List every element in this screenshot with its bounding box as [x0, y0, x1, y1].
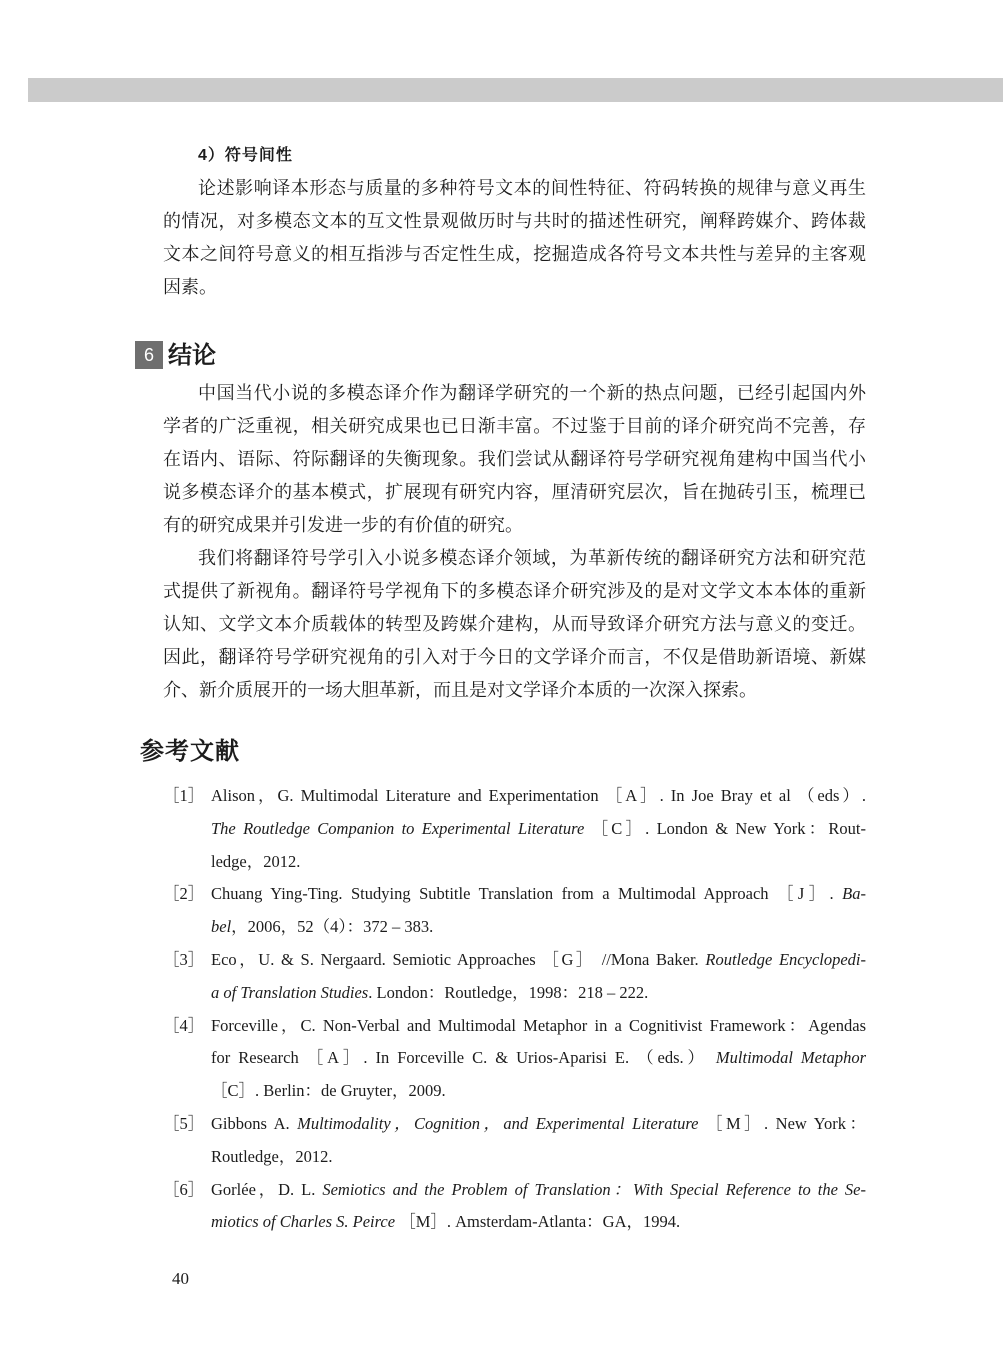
paragraph-line: 因此，翻译符号学研究视角的引入对于今日的文学译介而言，不仅是借助新语境、新媒: [163, 647, 866, 667]
reference-line: [211, 846, 866, 879]
reference-text: ledge，2012.: [211, 851, 301, 871]
reference-line: [211, 1174, 866, 1207]
reference-label: ［6］: [163, 1179, 205, 1199]
reference-title-text: Multimodality，Cognition，and Experimental Literature: [297, 1113, 699, 1133]
reference-text: Gibbons A.: [211, 1113, 298, 1133]
reference-title-text: Routledge Encyclopedi-: [705, 949, 866, 969]
reference-text: Routledge，2012.: [211, 1146, 333, 1166]
reference-line: [211, 1075, 866, 1108]
reference-line: [211, 1141, 866, 1174]
reference-line: [211, 1010, 866, 1043]
reference-entry: [163, 1174, 866, 1240]
reference-title-text: Ba-: [842, 884, 866, 904]
reference-label: ［5］: [163, 1113, 205, 1133]
paragraph-line: 有的研究成果并引发进一步的有价值的研究。: [163, 515, 523, 535]
reference-label: ［2］: [163, 884, 205, 904]
paragraph-line: 的情况，对多模态文本的互文性景观做历时与共时的描述性研究，阐释跨媒介、跨体裁: [163, 211, 866, 231]
reference-title-text: miotics of Charles S. Peirce: [211, 1212, 396, 1232]
paragraph-line: 中国当代小说的多模态译介作为翻译学研究的一个新的热点问题，已经引起国内外: [198, 383, 866, 403]
reference-text: ［C］. Berlin：de Gruyter，2009.: [211, 1081, 446, 1101]
reference-text: ［C］. London & New York：Rout-: [584, 818, 866, 838]
references-title: 参考文献: [140, 738, 240, 765]
paragraph-line: 认知、文学文本介质载体的转型及跨媒介建构，从而导致译介研究方法与意义的变迁。: [163, 614, 866, 634]
paragraph-line: 我们将翻译符号学引入小说多模态译介领域，为革新传统的翻译研究方法和研究范: [198, 548, 866, 568]
reference-text: Chuang Ying-Ting. Studying Subtitle Translation from a Multimodal Approach ［J］.: [211, 884, 843, 904]
reference-text: Alison，G. Multimodal Literature and Experimentation ［A］. In Joe Bray et al （eds）.: [211, 786, 866, 805]
reference-entry: [163, 878, 866, 944]
reference-text: ［M］. New York：: [698, 1113, 866, 1133]
subsection-heading: 4）符号间性: [198, 147, 293, 164]
paragraph-line: 学者的广泛重视，相关研究成果也已日渐丰富。不过鉴于目前的译介研究尚不完善，存: [163, 416, 866, 436]
reference-label: ［3］: [163, 949, 205, 969]
paragraph-line: 因素。: [163, 277, 217, 297]
paragraph-line: 文本之间符号意义的相互指涉与否定性生成，挖掘造成各符号文本共性与差异的主客观: [163, 244, 866, 264]
reference-line: [211, 780, 866, 813]
reference-title-text: The Routledge Companion to Experimental Literature: [211, 818, 585, 838]
reference-label: ［1］: [163, 786, 205, 805]
reference-line: [211, 878, 866, 911]
page-number: 40: [172, 1269, 189, 1288]
reference-title-text: bel: [211, 917, 232, 937]
paragraph-line: 说多模态译介的基本模式，扩展现有研究内容，厘清研究层次，旨在抛砖引玉，梳理已: [163, 482, 866, 502]
paragraph: [163, 172, 866, 304]
reference-text: for Research ［A］. In Forceville C. & Urios-Aparisi E. （eds.）: [211, 1048, 716, 1068]
header-bar: [28, 78, 1003, 102]
reference-text: Eco，U. & S. Nergaard. Semiotic Approaches ［G］ //Mona Baker.: [211, 949, 706, 969]
reference-entry: [163, 780, 866, 878]
reference-entry: [163, 944, 866, 1010]
paragraph: [163, 377, 866, 542]
reference-text: ，2006，52（4）：372 – 383.: [231, 917, 434, 937]
reference-entry: [163, 1108, 866, 1174]
reference-title-text: Semiotics and the Problem of Translation：With Special Reference to the Se-: [322, 1179, 866, 1199]
paragraph-line: 论述影响译本形态与质量的多种符号文本的间性特征、符码转换的规律与意义再生: [198, 178, 866, 198]
reference-text: Forceville，C. Non-Verbal and Multimodal Metaphor in a Cognitivist Framework：Agendas: [211, 1015, 866, 1035]
reference-title-text: a of Translation Studies: [211, 982, 369, 1002]
section-title: 结论: [168, 342, 216, 369]
reference-line: [211, 911, 866, 944]
reference-title-text: Multimodal Metaphor: [715, 1048, 866, 1068]
references-list: [163, 780, 866, 1239]
reference-text: Gorlée，D. L.: [211, 1179, 323, 1199]
paragraph-line: 在语内、语际、符际翻译的失衡现象。我们尝试从翻译符号学研究视角建构中国当代小: [163, 449, 866, 469]
paragraph: [163, 542, 866, 707]
reference-label: ［4］: [163, 1015, 205, 1035]
reference-line: [211, 944, 866, 977]
paragraph-line: 介、新介质展开的一场大胆革新，而且是对文学译介本质的一次深入探索。: [163, 680, 757, 700]
reference-entry: [163, 1010, 866, 1108]
reference-line: [211, 977, 866, 1010]
subsection-body: [163, 172, 866, 304]
conclusion-body: [163, 377, 866, 707]
section-number-badge: 6: [135, 341, 163, 369]
reference-line: [211, 1206, 866, 1239]
reference-text: ［M］. Amsterdam-Atlanta：GA，1994.: [395, 1212, 681, 1232]
paragraph-line: 式提供了新视角。翻译符号学视角下的多模态译介研究涉及的是对文学文本本体的重新: [163, 581, 866, 601]
reference-line: [211, 1042, 866, 1075]
reference-line: [211, 1108, 866, 1141]
reference-line: [211, 813, 866, 846]
reference-text: . London：Routledge，1998：218 – 222.: [368, 982, 649, 1002]
